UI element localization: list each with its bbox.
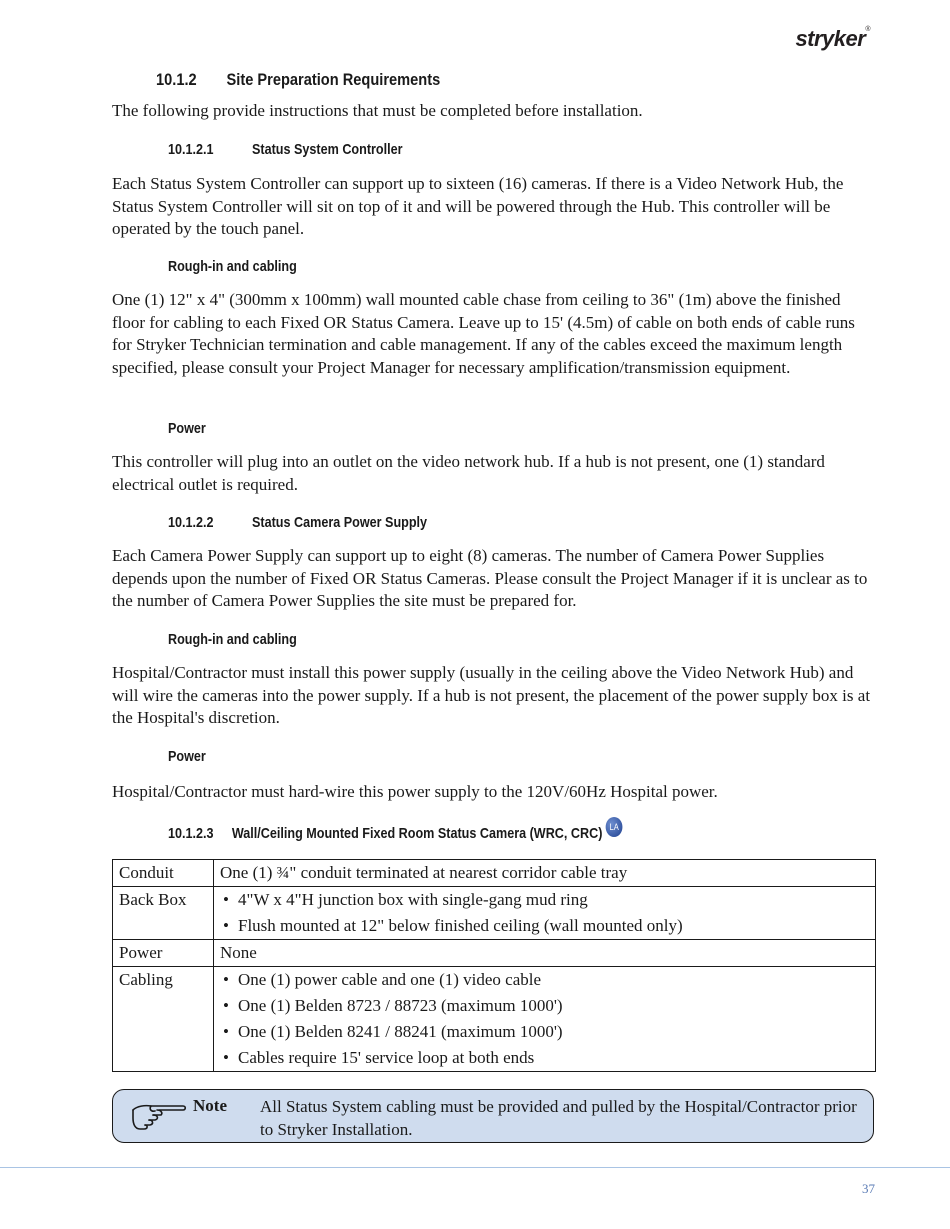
footer-divider <box>0 1167 950 1168</box>
section-title: Site Preparation Requirements <box>226 70 441 89</box>
row-value: One (1) ¾" conduit terminated at nearest corridor cable tray <box>214 860 876 887</box>
power-supply-body: Each Camera Power Supply can support up to eight (8) cameras. The number of Camera Power Supplies depends upon the number of Fixed OR Status Cameras. Please consult the Project Manager if it is unclear as to the number of Camera Power Supplies the site must be prepared for. <box>112 546 868 610</box>
list-item: • One (1) power cable and one (1) video cable <box>220 967 869 993</box>
row-value: None <box>214 940 876 967</box>
subsection-heading-3: 10.1.2.3 Wall/Ceiling Mounted Fixed Room Status Camera (WRC, CRC) LA <box>168 825 623 845</box>
power-body-1: This controller will plug into an outlet on the video network hub. If a hub is not present, one (1) standard electrical outlet is required. <box>112 452 825 494</box>
list-item: • One (1) Belden 8723 / 88723 (maximum 1000') <box>220 993 869 1019</box>
la-badge-icon: LA <box>606 817 623 837</box>
rough-in-body-1: One (1) 12" x 4" (300mm x 100mm) wall mounted cable chase from ceiling to 36" (1m) above the finished floor for cabling to each Fixed OR Status Camera. Leave up to 15' (4.5m) of cable on both ends of cable runs for Stryker Technician termination and cable management. If any of the cables exceed the maximum length specified, please consult your Project Manager for necessary amplification/transmission equipment. <box>112 290 855 377</box>
controller-body: Each Status System Controller can support up to sixteen (16) cameras. If there is a Video Network Hub, the Status System Controller will sit on top of it and will be powered through the Hub. This controller will be operated by the touch panel. <box>112 174 844 238</box>
subsection-heading-1: 10.1.2.1 Status System Controller <box>168 141 403 158</box>
list-item: • Cables require 15' service loop at both ends <box>220 1045 869 1071</box>
stryker-logo: stryker® <box>795 26 870 51</box>
row-value <box>214 967 876 1072</box>
row-label: Back Box <box>113 887 214 940</box>
table-row <box>113 860 876 887</box>
rough-in-body-2: Hospital/Contractor must install this power supply (usually in the ceiling above the Video Network Hub) and will wire the cameras into the power supply. If a hub is not present, the placement of the power supply box is at the Hospital's discretion. <box>112 663 871 727</box>
section-heading <box>156 70 440 90</box>
list-item: • 4"W x 4"H junction box with single-gang mud ring <box>220 887 869 913</box>
note-label: Note <box>193 1096 227 1115</box>
section-intro: The following provide instructions that must be completed before installation. <box>112 101 643 120</box>
table-row <box>113 967 876 1072</box>
requirements-table <box>112 859 876 1072</box>
rough-in-heading-1: Rough-in and cabling <box>168 258 297 275</box>
pointing-hand-icon <box>131 1100 187 1132</box>
page-number: 37 <box>862 1181 875 1196</box>
row-label: Cabling <box>113 967 214 1072</box>
subsection-heading-2: 10.1.2.2 Status Camera Power Supply <box>168 514 428 531</box>
list-item: • One (1) Belden 8241 / 88241 (maximum 1000') <box>220 1019 869 1045</box>
note-box <box>112 1089 874 1143</box>
row-value <box>214 887 876 940</box>
section-number: 10.1.2 <box>156 70 197 89</box>
table-row <box>113 887 876 940</box>
row-label: Power <box>113 940 214 967</box>
table-row <box>113 940 876 967</box>
list-item: • Flush mounted at 12" below finished ceiling (wall mounted only) <box>220 913 869 939</box>
power-heading-1: Power <box>168 420 206 437</box>
power-body-2: Hospital/Contractor must hard-wire this power supply to the 120V/60Hz Hospital power. <box>112 782 718 801</box>
row-label: Conduit <box>113 860 214 887</box>
power-heading-2: Power <box>168 748 206 765</box>
rough-in-heading-2: Rough-in and cabling <box>168 631 297 648</box>
note-text: All Status System cabling must be provided and pulled by the Hospital/Contractor prior to Stryker Installation. <box>260 1097 857 1139</box>
